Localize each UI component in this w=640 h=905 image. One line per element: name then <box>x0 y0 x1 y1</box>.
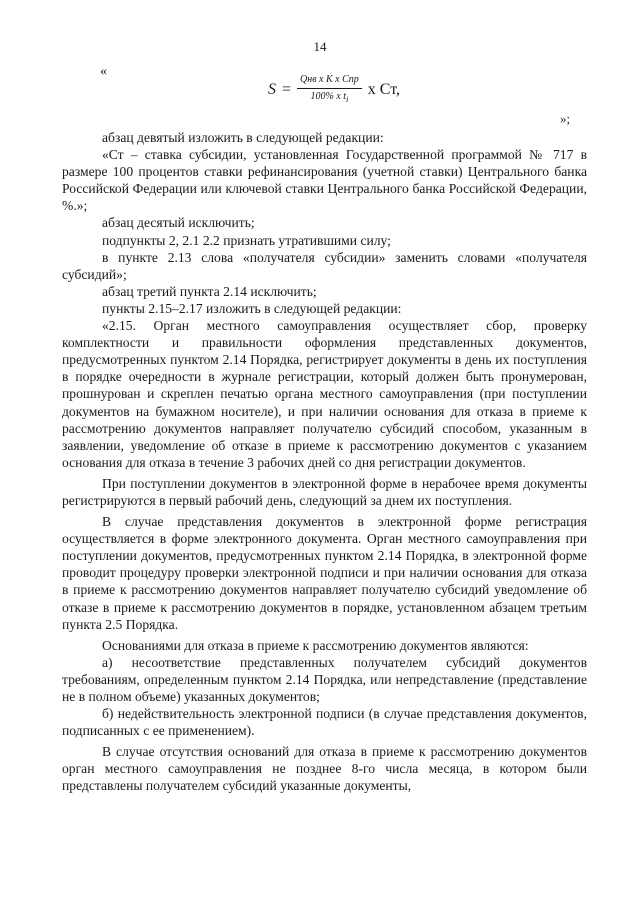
paragraph: пункты 2.15–2.17 изложить в следующей редакции: <box>102 300 402 316</box>
formula-tail: x Ст, <box>367 81 401 99</box>
paragraph: При поступлении документов в электронной форме в нерабочее время документы регистрируются в первый рабочий день, следующий за днем их поступления. <box>62 475 587 508</box>
paragraph: в пункте 2.13 слова «получателя субсидии» заменить словами «получателя субсидий»; <box>62 249 587 282</box>
formula-denominator-sub: i <box>346 95 349 104</box>
formula-denominator: 100% x t <box>310 91 347 102</box>
document-body <box>62 129 587 795</box>
formula-denominator-wrap <box>310 89 348 106</box>
subsidy-formula <box>268 74 400 106</box>
paragraph: б) недействительность электронной подписи (в случае представления документов, подписанных с ее применением). <box>62 706 587 739</box>
paragraph: абзац третий пункта 2.14 исключить; <box>102 283 317 299</box>
page-number: 14 <box>313 39 327 54</box>
paragraph: «2.15. Орган местного самоуправления осуществляет сбор, проверку комплектности и правильности оформления представленных документов, предусмотренных пунктом 2.14 Порядка, регистрирует документы в день их поступления в порядке очередности в журнале регистрации, который должен быть пронумерован, прошнурован и скреплен печатью органа местного самоуправления (при поступлении документов на бумажном носителе), и при наличии основания для отказа в приеме к рассмотрению документов направляет получателю субсидий способом, указанным в заявлении, уведомление об отказе в приеме к рассмотрению документов с указанием основания для отказа в течение 3 рабочих дней со дня регистрации документов. <box>62 318 587 470</box>
formula-close-quote: »; <box>560 111 571 126</box>
formula-lhs: S <box>268 81 276 99</box>
paragraph: «Ст – ставка субсидии, установленная Государственной программой № 717 в размере 100 процентов ставки рефинансирования (учетной ставки) Центрального банка Российской Федерации или ключевой ставки Центрального банка Российской Федерации, %.»; <box>62 147 587 214</box>
paragraph: абзац десятый исключить; <box>102 215 255 231</box>
formula-open-quote: « <box>100 64 107 79</box>
paragraph: В случае представления документов в электронной форме регистрация осуществляется в форме электронного документа. Орган местного самоуправления при поступлении документов, предусмотренных пунктом 2.14 Порядка, в электронной форме проводит процедуру проверки электронной подписи и при наличии основания для отказа в приеме к рассмотрению документов направляет получателю субсидий уведомление об отказе в приеме к рассмотрению документов в порядке, установленном абзацем третьим пункта 2.5 Порядка. <box>62 514 587 632</box>
paragraph: подпункты 2, 2.1 2.2 признать утратившими силу; <box>102 232 391 248</box>
paragraph: Основаниями для отказа в приеме к рассмотрению документов являются: <box>102 637 529 653</box>
paragraph: а) несоответствие представленных получателем субсидий документов требованиям, определенным пунктом 2.14 Порядка, или непредставление (представление не в полном объеме) указанных документов; <box>62 654 587 704</box>
formula-equals: = <box>282 81 292 99</box>
paragraph: абзац девятый изложить в следующей редакции: <box>102 130 384 145</box>
paragraph: В случае отсутствия оснований для отказа в приеме к рассмотрению документов орган местного самоуправления не позднее 8-го числа месяца, в котором были представлены получателем субсидий указанные документы, <box>62 744 587 794</box>
formula-numerator: Qнв x K x Cпр <box>297 74 362 89</box>
formula-fraction <box>297 74 362 106</box>
